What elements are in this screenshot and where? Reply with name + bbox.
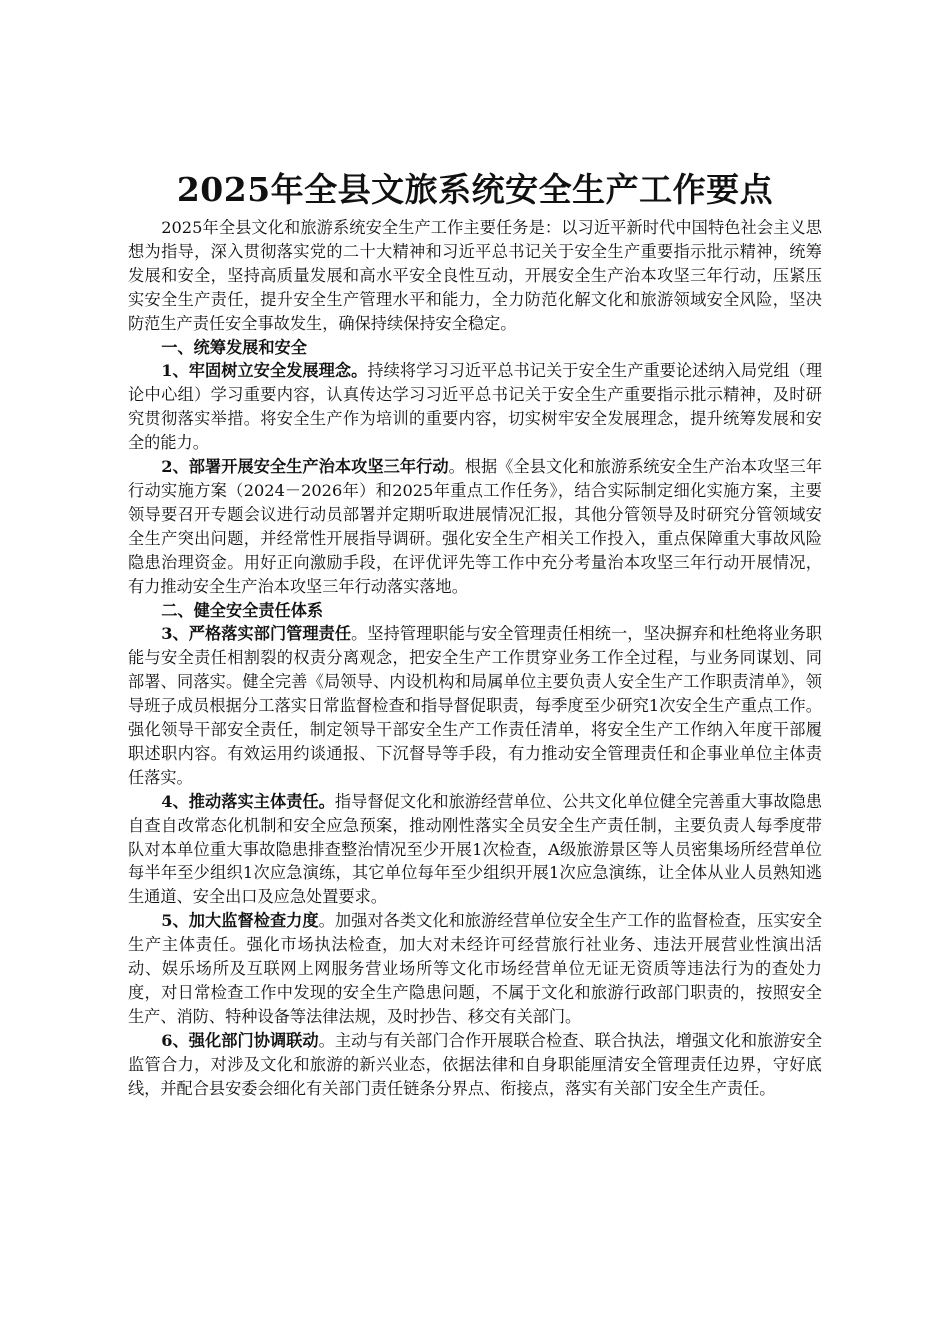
item-paragraph-1 xyxy=(128,359,822,455)
item-text-1: 持续将学习习近平总书记关于安全生产重要论述纳入局党组（理论中心组）学习重要内容，认真传达学习习近平总书记关于安全生产重要指示批示精神，及时研究贯彻落实举措。将安全生产作为培训的重要内容，切实树牢安全发展理念，提升统筹发展和安全的能力。 xyxy=(128,361,823,453)
item-lead-3: 3、严格落实部门管理责任 xyxy=(161,624,352,644)
document-title: 2025年全县文旅系统安全生产工作要点 xyxy=(176,170,774,209)
item-text-2: 。根据《全县文化和旅游系统安全生产治本攻坚三年行动实施方案（2024－2026年）和2025年重点工作任务》，结合实际制定细化实施方案，主要领导要召开专题会议进行动员部署并定期听取进展情况汇报，其他分管领导及时研究分管领域安全生产突出问题，并经常性开展指导调研。强化安全生产相关工作投入，重点保障重大事故风险隐患治理资金。用好正向激励手段，在评优评先等工作中充分考量治本攻坚三年行动开展情况，有力推动安全生产治本攻坚三年行动落实落地。 xyxy=(128,457,823,596)
item-paragraph-6 xyxy=(128,1029,822,1101)
item-lead-5: 5、加大监督检查力度 xyxy=(161,911,319,931)
item-text-4: 指导督促文化和旅游经营单位、公共文化单位健全完善重大事故隐患自查自改常态化机制和安全应急预案，推动刚性落实全员安全生产责任制，主要负责人每季度带队对本单位重大事故隐患排查整治情况至少开展1次检查，A级旅游景区等人员密集场所经营单位每半年至少组织1次应急演练，其它单位每年至少组织开展1次应急演练，让全体从业人员熟知逃生通道、安全出口及应急处置要求。 xyxy=(128,791,823,907)
item-lead-4: 4、推动落实主体责任。 xyxy=(161,791,335,811)
item-paragraph-3 xyxy=(128,622,822,789)
intro-paragraph: 2025年全县文化和旅游系统安全生产工作主要任务是：以习近平新时代中国特色社会主义思想为指导，深入贯彻落实党的二十大精神和习近平总书记关于安全生产重要指示批示精神，统筹发展和安全，坚持高质量发展和高水平安全良性互动，开展安全生产治本攻坚三年行动，压紧压实安全生产责任，提升安全生产管理水平和能力，全力防范化解文化和旅游领域安全风险，坚决防范生产责任安全事故发生，确保持续保持安全稳定。 xyxy=(128,218,822,333)
item-paragraph-4 xyxy=(128,790,822,910)
item-text-3: 。坚持管理职能与安全管理责任相统一，坚决摒弃和杜绝将业务职能与安全责任相割裂的权责分离观念，把安全生产工作贯穿业务工作全过程，与业务同谋划、同部署、同落实。健全完善《局领导、内设机构和局属单位主要负责人安全生产工作职责清单》，领导班子成员根据分工落实日常监督检查和指导督促职责，每季度至少研究1次安全生产重点工作。强化领导干部安全责任，制定领导干部安全生产工作责任清单，将安全生产工作纳入年度干部履职述职内容。有效运用约谈通报、下沉督导等手段，有力推动安全管理责任和企事业单位主体责任落实。 xyxy=(128,624,822,787)
item-text-6: 。主动与有关部门合作开展联合检查、联合执法，增强文化和旅游安全监管合力，对涉及文化和旅游的新兴业态，依据法律和自身职能厘清安全管理责任边界，守好底线，并配合县安委会细化有关部门责任链条分界点、衔接点，落实有关部门安全生产责任。 xyxy=(128,1030,823,1098)
section-heading-1: 一、统筹发展和安全 xyxy=(161,337,307,357)
item-lead-6: 6、强化部门协调联动 xyxy=(161,1030,319,1050)
item-lead-2: 2、部署开展安全生产治本攻坚三年行动 xyxy=(161,457,449,477)
item-lead-1: 1、牢固树立安全发展理念。 xyxy=(161,361,368,381)
item-paragraph-5 xyxy=(128,909,822,1029)
item-text-5: 。加强对各类文化和旅游经营单位安全生产工作的监督检查，压实安全生产主体责任。强化市场执法检查，加大对未经许可经营旅行社业务、违法开展营业性演出活动、娱乐场所及互联网上网服务营业场所等文化市场经营单位无证无资质等违法行为的查处力度，对日常检查工作中发现的安全生产隐患问题，不属于文化和旅游行政部门职责的，按照安全生产、消防、特种设备等法律法规，及时抄告、移交有关部门。 xyxy=(128,911,823,1026)
item-paragraph-2 xyxy=(128,455,822,598)
section-heading-2: 二、健全安全责任体系 xyxy=(161,600,324,620)
